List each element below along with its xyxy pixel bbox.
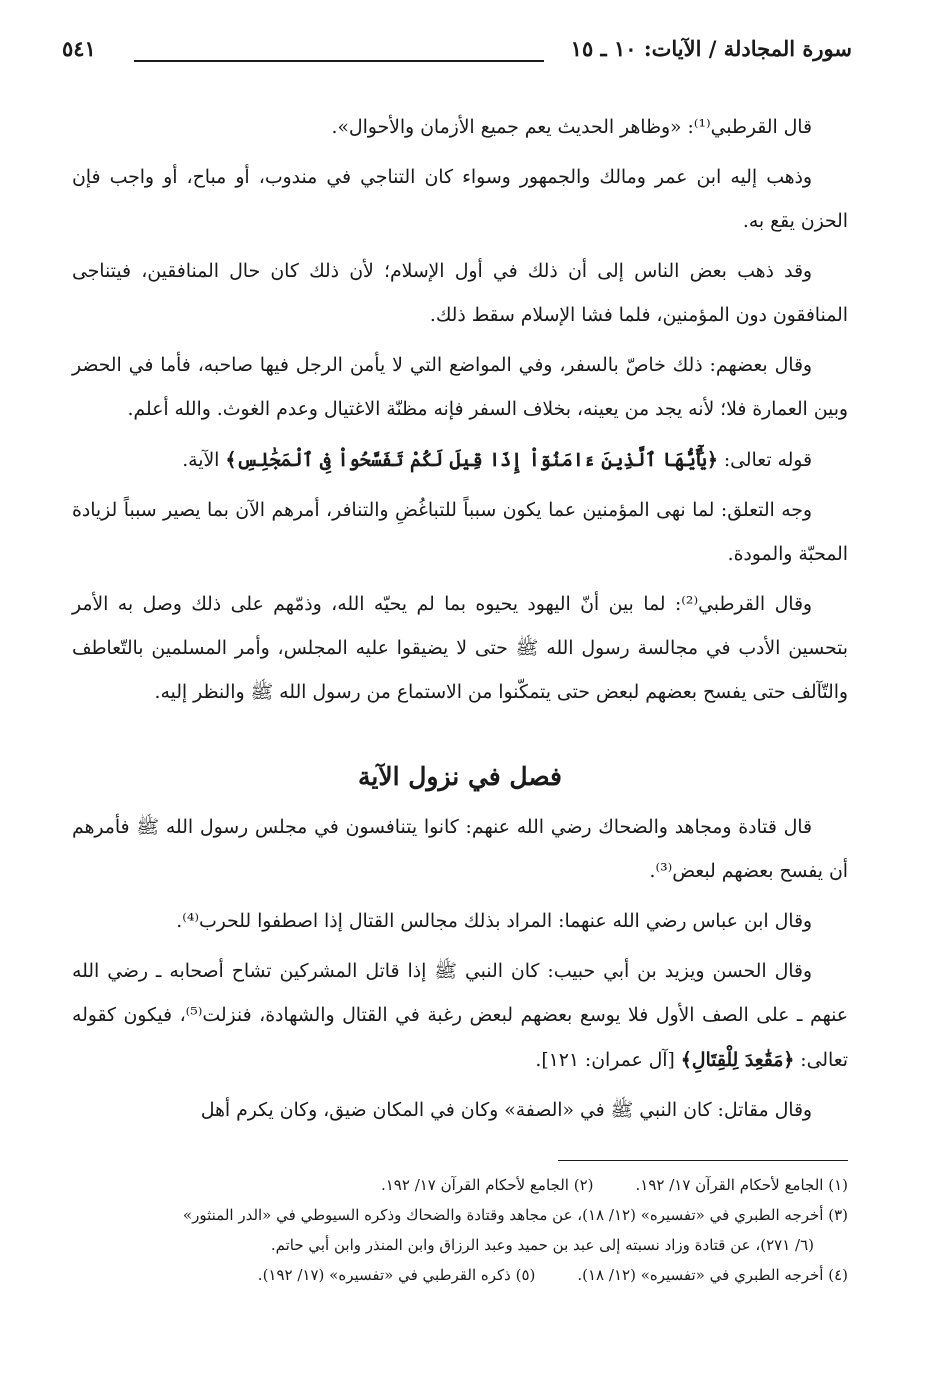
hasan-text: وقال الحسن ويزيد بن أبي حبيب: كان النبي ﷺ إذا قاتل المشركين تشاح أصحابه ـ رضي الله عنهم ـ على الصف الأول فلا يوسع بعضهم لبعض رغبة في القتال والشهادة، فنزلت⁽⁵⁾، فيكون كقوله تعالى: — [72, 961, 848, 1071]
footnote-2: (٢) الجامع لأحكام القرآن ١٧/ ١٩٢. — [380, 1176, 594, 1194]
paragraph: وقال بعضهم: ذلك خاصّ بالسفر، وفي المواضع التي لا يأمن الرجل فيها صاحبه، فأما في الحضر وبين العمارة فلا؛ لأنه يجد من يعينه، بخلاف السفر فإنه مظنّة الاغتيال وعدم الغوث. والله أعلم. — [72, 355, 848, 420]
main-text-bottom — [72, 806, 848, 1139]
footnote-divider — [558, 1160, 848, 1161]
quran-verse: ﴿مَقَٰعِدَ لِلْقِتَالِ﴾ — [680, 1049, 795, 1071]
paragraph: قال القرطبي⁽¹⁾: «وظاهر الحديث يعم جميع الأزمان والأحوال». — [331, 117, 812, 138]
running-title: سورة المجادلة / الآيات: ١٠ ـ ١٥ — [570, 36, 852, 61]
footnote-row — [72, 1260, 848, 1290]
page-number: ٥٤١ — [62, 36, 96, 61]
hasan-paragraph — [72, 950, 848, 1083]
paragraph: قال قتادة ومجاهد والضحاك رضي الله عنهم: كانوا يتنافسون في مجلس رسول الله ﷺ فأمرهم أن يفسح بعضهم لبعض⁽³⁾. — [72, 817, 848, 882]
footnote-3-continued: (٦/ ٢٧١)، عن قتادة وزاد نسبته إلى عبد بن حميد وعبد الرزاق وابن المنذر وابن أبي حاتم. — [270, 1236, 814, 1254]
paragraph: وجه التعلق: لما نهى المؤمنين عما يكون سبباً للتباغُضِ والتنافر، أمرهم الآن بما يصير سبباً لزيادة المحبّة والمودة. — [72, 500, 848, 565]
main-text-top — [72, 106, 848, 721]
header-rule — [134, 60, 544, 62]
paragraph: وقد ذهب بعض الناس إلى أن ذلك في أول الإسلام؛ لأن ذلك كان حال المنافقين، فيتناجى المنافقون دون المؤمنين، فلما فشا الإسلام سقط ذلك. — [72, 261, 848, 326]
page-header — [62, 28, 852, 68]
paragraph: وذهب إليه ابن عمر ومالك والجمهور وسواء كان التناجي في مندوب، أو مباح، أو واجب فإن الحزن يقع به. — [72, 167, 848, 232]
paragraph: وقال ابن عباس رضي الله عنهما: المراد بذلك مجالس القتال إذا اصطفوا للحرب⁽⁴⁾. — [176, 911, 812, 932]
footnote-1: (١) الجامع لأحكام القرآن ١٧/ ١٩٢. — [635, 1176, 848, 1194]
footnotes — [72, 1170, 848, 1290]
footnote-4: (٤) أخرجه الطبري في «تفسيره» (١٢/ ١٨). — [577, 1266, 848, 1284]
paragraph: وقال مقاتل: كان النبي ﷺ في «الصفة» وكان في المكان ضيق، وكان يكرم أهل — [200, 1100, 812, 1121]
section-heading: فصل في نزول الآية — [357, 762, 563, 791]
verse-prefix: قوله تعالى: — [717, 450, 812, 471]
footnote-5: (٥) ذكره القرطبي في «تفسيره» (١٧/ ١٩٢). — [257, 1266, 536, 1284]
footnote-row — [72, 1170, 848, 1200]
quran-verse: ﴿يَٰٓأَيُّهَا ٱلَّذِينَ ءَامَنُوٓاْ إِذَا قِيلَ لَكُمْ تَفَسَّحُواْ فِى ٱلْمَجَٰلِسِ﴾ — [225, 449, 718, 471]
paragraph: وقال القرطبي⁽²⁾: لما بين أنّ اليهود يحيوه بما لم يحيّه الله، وذمّهم على ذلك وصل به الأمر بتحسين الأدب في مجالسة رسول الله ﷺ حتى لا يضيقوا عليه المجلس، وأمر المسلمين بالتّعاطف والتّآلف حتى يفسح بعضهم لبعض حتى يتمكّنوا من الاستماع من رسول الله ﷺ والنظر إليه. — [72, 594, 848, 703]
verse-suffix: الآية. — [182, 450, 226, 471]
verse-reference: [آل عمران: ١٢١]. — [535, 1050, 681, 1071]
footnote-3: (٣) أخرجه الطبري في «تفسيره» (١٢/ ١٨)، عن مجاهد وقتادة والضحاك وذكره السيوطي في «الدر المنثور» — [182, 1206, 848, 1224]
verse-paragraph — [72, 438, 848, 483]
